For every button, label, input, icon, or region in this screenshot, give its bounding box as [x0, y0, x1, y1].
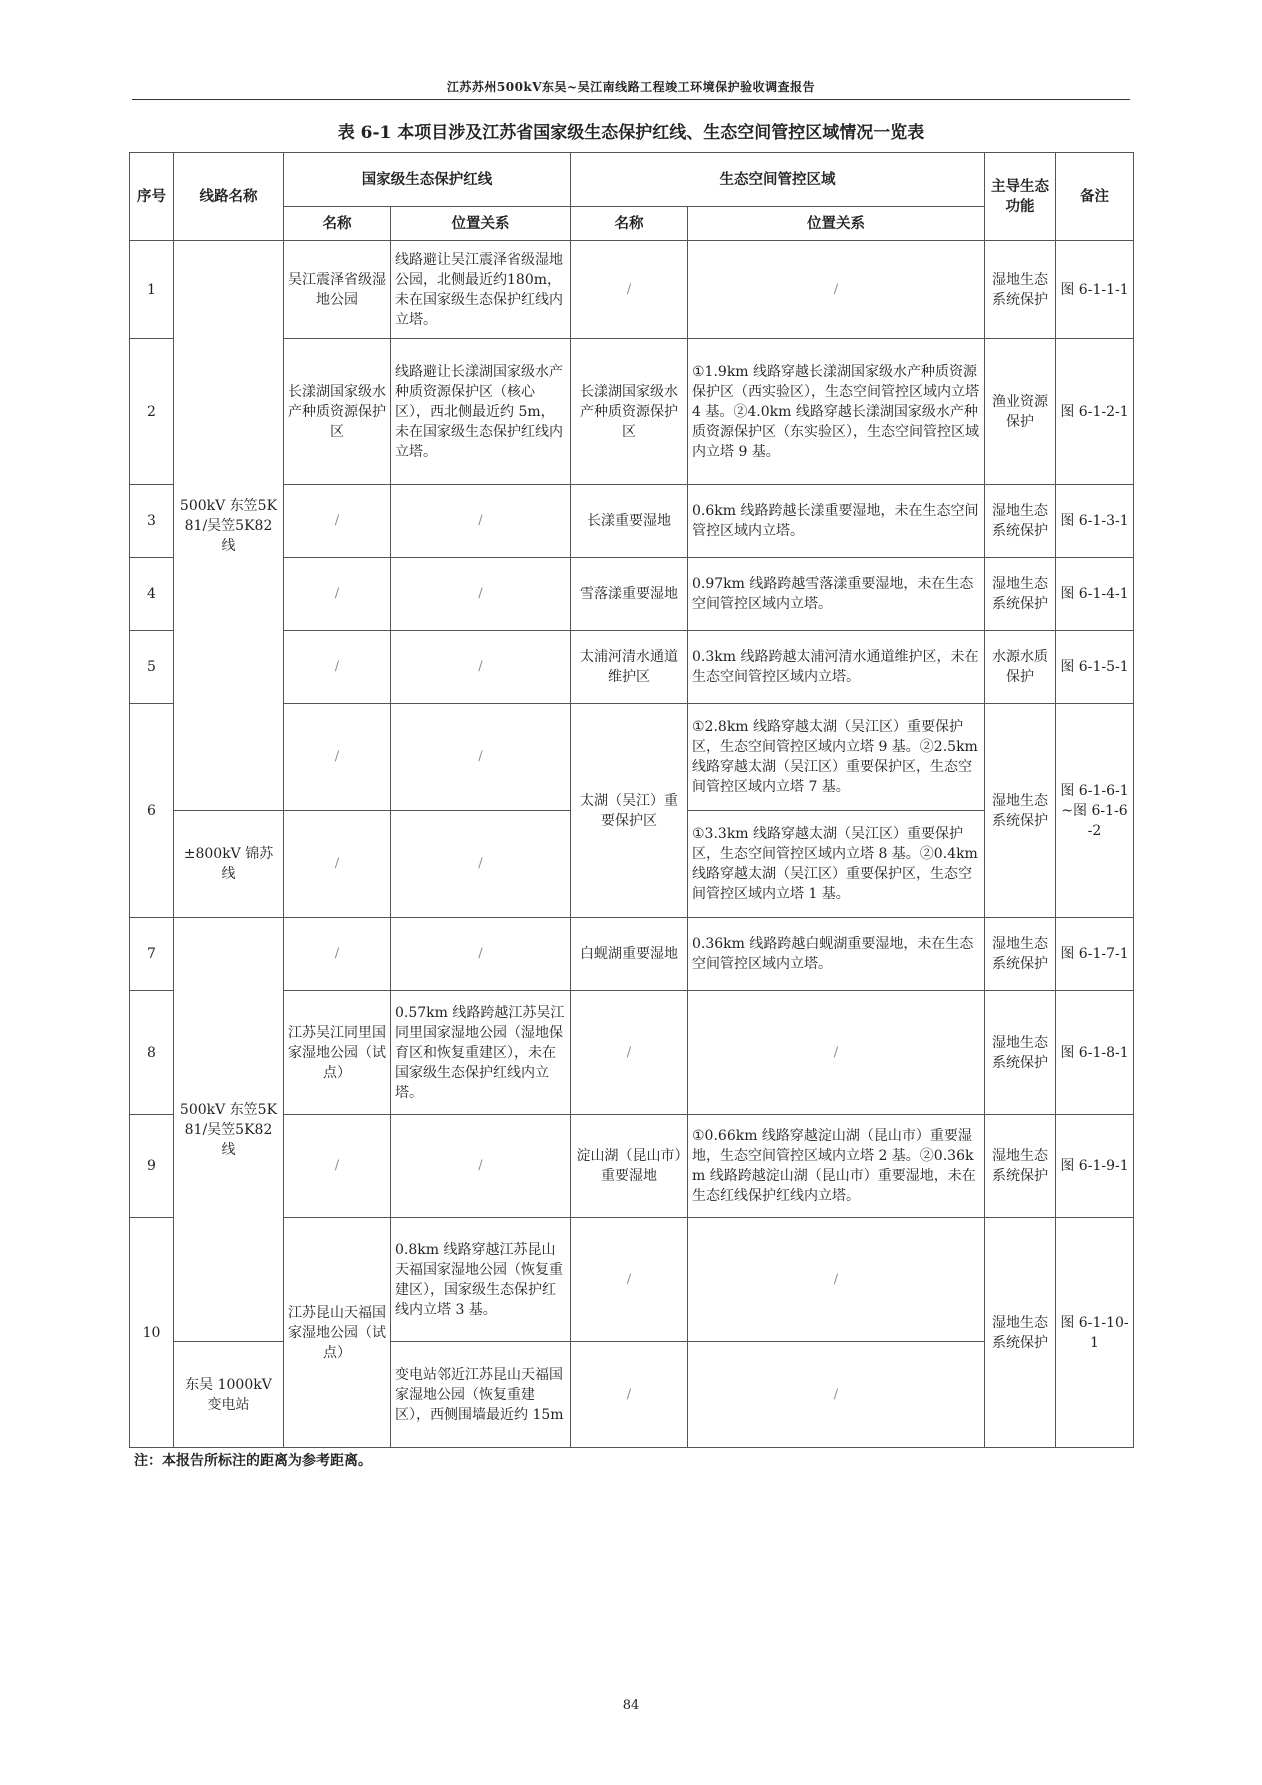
line-name-cell: 500kV 东笠5K81/吴笠5K82 线 — [174, 918, 284, 1342]
row-no: 5 — [130, 631, 174, 704]
empty-cell: / — [391, 918, 571, 991]
remark-cell: 图 6-1-4-1 — [1056, 558, 1134, 631]
empty-cell: / — [284, 485, 391, 558]
function-cell: 湿地生态系统保护 — [985, 241, 1056, 339]
remark-cell: 图 6-1-10-1 — [1056, 1218, 1134, 1448]
control-position: 0.36km 线路跨越白蚬湖重要湿地，未在生态空间管控区域内立塔。 — [688, 918, 985, 991]
function-cell: 湿地生态系统保护 — [985, 1115, 1056, 1218]
empty-cell: / — [391, 811, 571, 918]
control-position: ①1.9km 线路穿越长漾湖国家级水产种质资源保护区（西实验区），生态空间管控区域内立塔 4 基。②4.0km 线路穿越长漾湖国家级水产种质资源保护区（东实验区），生态空间管控区域内立塔 9 基。 — [688, 339, 985, 485]
empty-cell: / — [571, 1218, 688, 1342]
function-cell: 湿地生态系统保护 — [985, 918, 1056, 991]
row-no: 1 — [130, 241, 174, 339]
empty-cell: / — [571, 991, 688, 1115]
control-name: 太湖（吴江）重要保护区 — [571, 704, 688, 918]
table-row — [130, 241, 1134, 339]
header-row-1 — [130, 153, 1134, 207]
sub-pos-a: 位置关系 — [391, 207, 571, 241]
function-cell: 湿地生态系统保护 — [985, 485, 1056, 558]
function-cell: 湿地生态系统保护 — [985, 991, 1056, 1115]
control-position: ①2.8km 线路穿越太湖（吴江区）重要保护区，生态空间管控区域内立塔 9 基。②2.5km 线路穿越太湖（吴江区）重要保护区，生态空间管控区域内立塔 7 基。 — [688, 704, 985, 811]
empty-cell: / — [284, 558, 391, 631]
function-cell: 湿地生态系统保护 — [985, 704, 1056, 918]
empty-cell: / — [391, 631, 571, 704]
empty-cell: / — [391, 558, 571, 631]
empty-cell: / — [688, 1218, 985, 1342]
redline-name: 长漾湖国家级水产种质资源保护区 — [284, 339, 391, 485]
control-name: 长漾重要湿地 — [571, 485, 688, 558]
redline-name: 吴江震泽省级湿地公园 — [284, 241, 391, 339]
line-name-cell: ±800kV 锦苏线 — [174, 811, 284, 918]
remark-cell: 图 6-1-9-1 — [1056, 1115, 1134, 1218]
empty-cell: / — [391, 1115, 571, 1218]
empty-cell: / — [571, 241, 688, 339]
sub-name-a: 名称 — [284, 207, 391, 241]
eco-protection-table — [129, 152, 1134, 1448]
control-position: 0.3km 线路跨越太浦河清水通道维护区，未在生态空间管控区域内立塔。 — [688, 631, 985, 704]
table-title: 表 6-1 本项目涉及江苏省国家级生态保护红线、生态空间管控区域情况一览表 — [337, 123, 925, 143]
row-no: 2 — [130, 339, 174, 485]
function-cell: 渔业资源保护 — [985, 339, 1056, 485]
function-cell: 水源水质保护 — [985, 631, 1056, 704]
redline-position: 0.8km 线路穿越江苏昆山天福国家湿地公园（恢复重建区），国家级生态保护红线内立塔 3 基。 — [391, 1218, 571, 1342]
empty-cell: / — [284, 1115, 391, 1218]
col-redline-header: 国家级生态保护红线 — [284, 153, 571, 207]
control-name: 长漾湖国家级水产种质资源保护区 — [571, 339, 688, 485]
redline-position: 0.57km 线路跨越江苏吴江同里国家湿地公园（湿地保育区和恢复重建区），未在国家级生态保护红线内立塔。 — [391, 991, 571, 1115]
control-position: 0.97km 线路跨越雪落漾重要湿地，未在生态空间管控区域内立塔。 — [688, 558, 985, 631]
empty-cell: / — [571, 1342, 688, 1448]
remark-cell: 图 6-1-7-1 — [1056, 918, 1134, 991]
page-number: 84 — [622, 1698, 640, 1713]
row-no: 9 — [130, 1115, 174, 1218]
redline-name: 江苏昆山天福国家湿地公园（试点） — [284, 1218, 391, 1448]
redline-position: 线路避让长漾湖国家级水产种质资源保护区（核心区），西北侧最近约 5m，未在国家级生态保护红线内立塔。 — [391, 339, 571, 485]
col-seq-header: 序号 — [130, 153, 174, 241]
row-no: 4 — [130, 558, 174, 631]
empty-cell: / — [284, 704, 391, 811]
line-name-cell: 东吴 1000kV 变电站 — [174, 1342, 284, 1448]
empty-cell: / — [391, 704, 571, 811]
row-no: 7 — [130, 918, 174, 991]
row-no: 6 — [130, 704, 174, 918]
remark-cell: 图 6-1-3-1 — [1056, 485, 1134, 558]
control-name: 太浦河清水通道维护区 — [571, 631, 688, 704]
control-position: ①0.66km 线路穿越淀山湖（昆山市）重要湿地，生态空间管控区域内立塔 2 基。②0.36km 线路跨越淀山湖（昆山市）重要湿地，未在生态红线保护红线内立塔。 — [688, 1115, 985, 1218]
col-function-header: 主导生态功能 — [985, 153, 1056, 241]
redline-position: 变电站邻近江苏昆山天福国家湿地公园（恢复重建区），西侧围墙最近约 15m — [391, 1342, 571, 1448]
control-name: 淀山湖（昆山市）重要湿地 — [571, 1115, 688, 1218]
empty-cell: / — [688, 991, 985, 1115]
sub-pos-b: 位置关系 — [688, 207, 985, 241]
row-no: 10 — [130, 1218, 174, 1448]
empty-cell: / — [688, 1342, 985, 1448]
sub-name-b: 名称 — [571, 207, 688, 241]
empty-cell: / — [284, 631, 391, 704]
col-control-header: 生态空间管控区域 — [571, 153, 985, 207]
empty-cell: / — [284, 811, 391, 918]
control-position: 0.6km 线路跨越长漾重要湿地，未在生态空间管控区域内立塔。 — [688, 485, 985, 558]
line-name-cell: 500kV 东笠5K81/吴笠5K82 线 — [174, 241, 284, 811]
control-name: 白蚬湖重要湿地 — [571, 918, 688, 991]
empty-cell: / — [391, 485, 571, 558]
empty-cell: / — [688, 241, 985, 339]
redline-name: 江苏吴江同里国家湿地公园（试点） — [284, 991, 391, 1115]
table-note: 注：本报告所标注的距离为参考距离。 — [134, 1453, 372, 1469]
control-name: 雪落漾重要湿地 — [571, 558, 688, 631]
report-header: 江苏苏州500kV东吴~吴江南线路工程竣工环境保护验收调查报告 — [446, 80, 816, 94]
remark-cell: 图 6-1-1-1 — [1056, 241, 1134, 339]
remark-cell: 图 6-1-5-1 — [1056, 631, 1134, 704]
col-line-header: 线路名称 — [174, 153, 284, 241]
redline-position: 线路避让吴江震泽省级湿地公园，北侧最近约180m，未在国家级生态保护红线内立塔。 — [391, 241, 571, 339]
function-cell: 湿地生态系统保护 — [985, 558, 1056, 631]
table-row — [130, 1342, 1134, 1448]
control-position: ①3.3km 线路穿越太湖（吴江区）重要保护区，生态空间管控区域内立塔 8 基。②0.4km 线路穿越太湖（吴江区）重要保护区，生态空间管控区域内立塔 1 基。 — [688, 811, 985, 918]
col-remark-header: 备注 — [1056, 153, 1134, 241]
empty-cell: / — [284, 918, 391, 991]
table-row — [130, 918, 1134, 991]
row-no: 8 — [130, 991, 174, 1115]
remark-cell: 图 6-1-2-1 — [1056, 339, 1134, 485]
header-rule — [132, 99, 1130, 100]
remark-cell: 图 6-1-8-1 — [1056, 991, 1134, 1115]
remark-cell: 图 6-1-6-1~图 6-1-6-2 — [1056, 704, 1134, 918]
function-cell: 湿地生态系统保护 — [985, 1218, 1056, 1448]
row-no: 3 — [130, 485, 174, 558]
